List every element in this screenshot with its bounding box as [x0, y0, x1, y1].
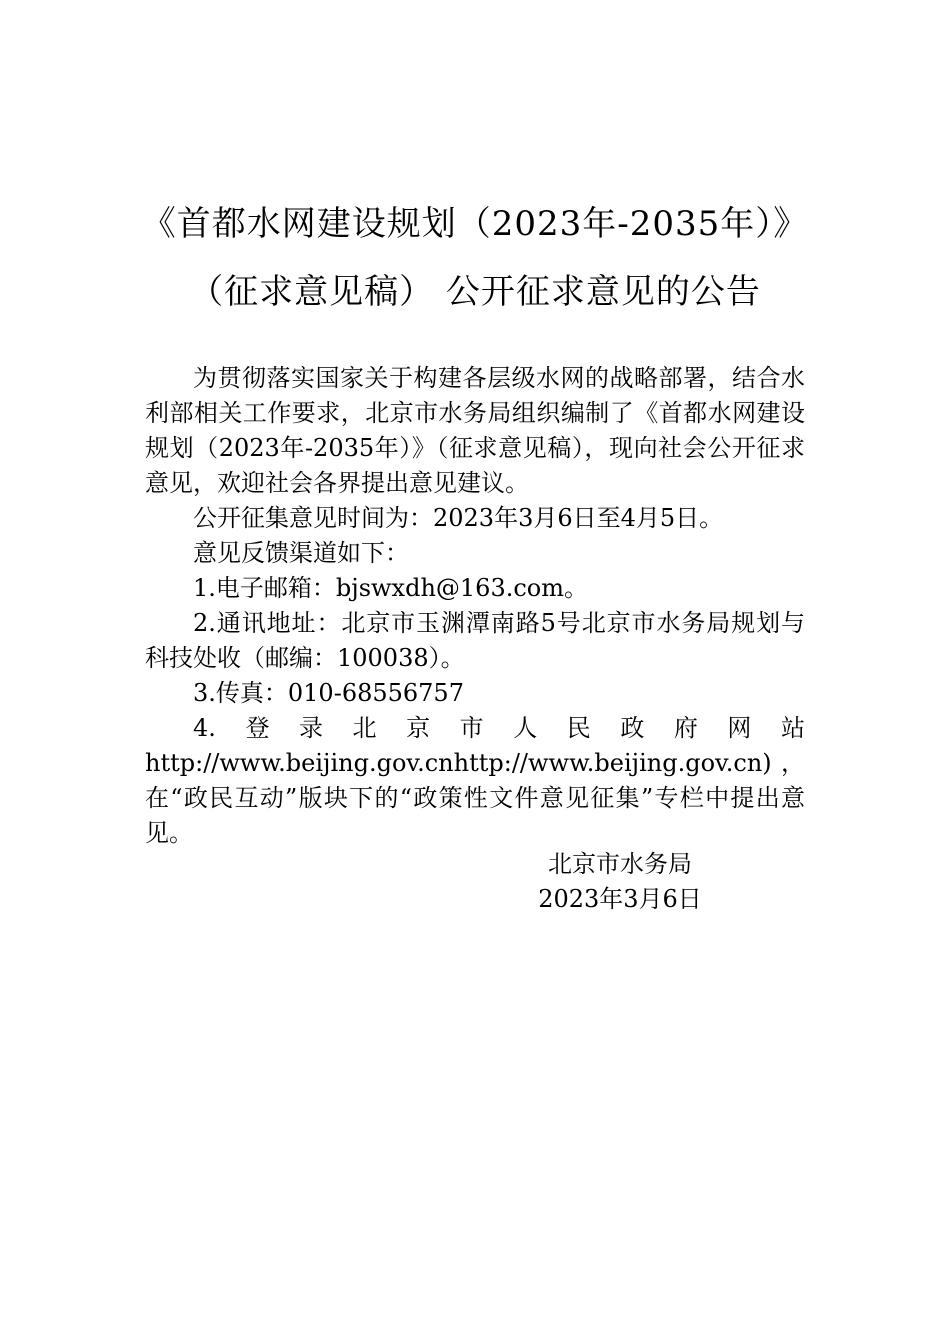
document-title-line2: （征求意见稿） 公开征求意见的公告: [189, 272, 761, 312]
channel-email: 1.电子邮箱：bjswxdh@163.com。: [193, 574, 589, 602]
channels-heading: 意见反馈渠道如下：: [193, 539, 409, 567]
channel-fax: 3.传真：010-68556757: [193, 679, 464, 707]
collection-period: 公开征集意见时间为：2023年3月6日至4月5日。: [193, 504, 724, 532]
channel-address: 2.通讯地址：北京市玉渊潭南路5号北京市水务局规划与科技处收（邮编：100038）。: [145, 609, 805, 672]
signature-date: 2023年3月6日: [538, 885, 702, 913]
channel-website: 4.登录北京市人民政府网站 http://www.beijing.gov.cnhttp://www.beijing.gov.cn)，在“政民互动”版块下的“政策性文件意见征集”专栏中提出意见。: [145, 714, 805, 847]
document-body: [145, 361, 805, 851]
signature-organization: 北京市水务局: [548, 850, 692, 878]
document-title-line1: 《首都水网建设规划（2023年-2035年）》: [141, 204, 809, 244]
intro-paragraph: 为贯彻落实国家关于构建各层级水网的战略部署，结合水利部相关工作要求，北京市水务局组织编制了《首都水网建设规划（2023年-2035年）》（征求意见稿），现向社会公开征求意见，欢迎社会各界提出意见建议。: [145, 364, 805, 497]
